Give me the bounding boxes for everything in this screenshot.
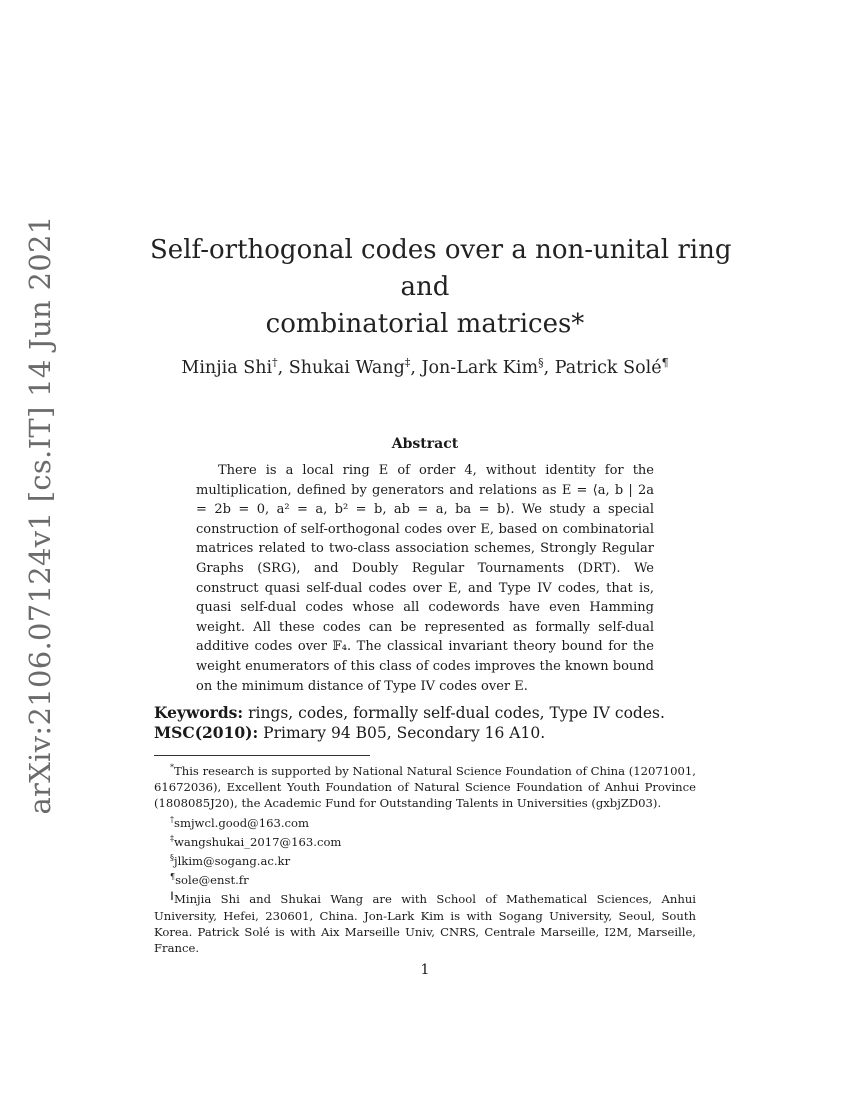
footnote-text: jlkim@sogang.ac.kr <box>174 853 291 868</box>
author-footnote-mark: ‡ <box>404 356 411 369</box>
footnote-text: Minjia Shi and Shukai Wang are with School of Mathematical Sciences, Anhui University, Hefei, 230601, China. Jon-Lark Kim is with Sogang University, Seoul, South Korea. Patrick Solé is with Aix Marseille Univ, CNRS, Centrale Marseille, I2M, Marseille, France. <box>154 892 696 956</box>
footnote-mark: ‡ <box>170 833 174 843</box>
footnote-text: smjwcl.good@163.com <box>174 815 310 830</box>
author-name: Minjia Shi <box>181 357 273 378</box>
keywords-block <box>154 703 714 743</box>
title-line: and <box>400 272 450 302</box>
footnote <box>154 831 696 850</box>
author-name: Shukai Wang <box>288 357 405 378</box>
page-number: 1 <box>420 962 430 978</box>
footnote-text: This research is supported by National Natural Science Foundation of China (12071001, 61672036), Excellent Youth Foundation of Natural Science Foundation of Anhui Province (1808085J20), the Academic Fund for Outstanding Talents in Universities (gxbjZD03). <box>154 763 696 811</box>
msc-row <box>154 723 714 743</box>
abstract-heading: Abstract <box>391 436 459 452</box>
author-name: Jon-Lark Kim <box>421 357 539 378</box>
abstract-body: There is a local ring E of order 4, without identity for the multiplication, defined by generators and relations as E = ⟨a, b | 2a = 2b = 0, a² = a, b² = b, ab = a, ba = b⟩. We study a special construction of self-orthogonal codes over E, based on combinatorial matrices related to two-class association schemes, Strongly Regular Graphs (SRG), and Doubly Regular Tournaments (DRT). We construct quasi self-dual codes over E, and Type IV codes, that is, quasi self-dual codes whose all codewords have even Hamming weight. All these codes can be represented as formally self-dual additive codes over 𝔽₄. The classical invariant theory bound for the weight enumerators of this class of codes improves the known bound on the minimum distance of Type IV codes over E. <box>196 463 654 694</box>
paper-title <box>150 232 732 343</box>
footnote <box>154 888 696 956</box>
keywords-label: Keywords: <box>154 703 244 722</box>
arxiv-identifier: arXiv:2106.07124v1 [cs.IT] 14 Jun 2021 <box>23 215 57 815</box>
footnote <box>154 760 696 812</box>
footnote-mark: * <box>170 763 174 772</box>
footnote-mark: † <box>170 814 174 824</box>
footnote <box>154 812 696 831</box>
footnote-mark: ‖ <box>170 891 174 901</box>
title-line: Self-orthogonal codes over a non-unital ring <box>150 235 732 265</box>
author-footnote-mark: † <box>272 356 278 369</box>
keywords-text: rings, codes, formally self-dual codes, Type IV codes. <box>248 704 665 722</box>
author-footnote-mark: ¶ <box>661 356 669 369</box>
keywords-row <box>154 703 714 723</box>
arxiv-side-stamp <box>18 215 62 815</box>
title-line: combinatorial matrices* <box>265 309 585 339</box>
author-list: Minjia Shi†, Shukai Wang‡, Jon-Lark Kim§, Patrick Solé¶ <box>181 356 669 378</box>
footnote <box>154 869 696 888</box>
msc-label: MSC(2010): <box>154 723 259 742</box>
footnote-divider <box>154 755 370 756</box>
footnotes <box>154 760 696 956</box>
footnote-mark: ¶ <box>170 872 176 882</box>
footnote <box>154 850 696 869</box>
msc-text: Primary 94 B05, Secondary 16 A10. <box>263 724 546 742</box>
footnote-text: sole@enst.fr <box>175 873 249 888</box>
footnote-text: wangshukai_2017@163.com <box>174 834 342 849</box>
author-footnote-mark: § <box>538 356 544 369</box>
author-name: Patrick Solé <box>554 357 662 378</box>
footnote-mark: § <box>170 853 174 863</box>
